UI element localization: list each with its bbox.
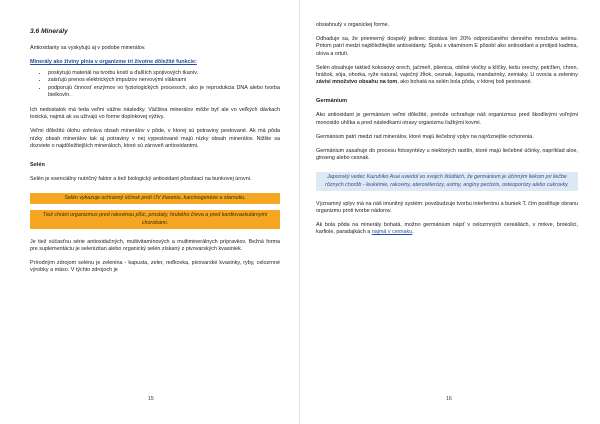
text-span: Selén obsahuje taktiež kokosový orech, jačmeň, pšenica, obilné vločky a klíčky, kešu orechy, petržlen, chren, hrášok, sója, ohorka, ryže natural, vaječný žĺtok, cesnak, kapusta, mandarinky, zemiaky. U ovocia a zeleniny [316,64,578,79]
paragraph: Ako antioxidant je germánium veľmi dôležité, pretože ochraňuje náš organizmus pred škodlivými voľnými monoxido uhlíka a pred následkami otravy organizmu ťažkými kovmi. [316,112,578,126]
paragraph: Prírodným zdrojom selénu je zelenina - kapusta, zeler, reďkovka, pivovarské kvasinky, ryby, celozrnné výrobky a mäso. V týchto zdrojoch je [30,260,280,274]
paragraph: Veľmi dôležitú úlohu zohráva obsah minerálov v pôde, v ktorej sú potraviny pestované. Ak má pôda nízky obsah minerálov tak aj potraviny v nej vypestované majú nízky obsah minerálov. Nižšie sa dozviete o najdôležitejších mineráloch, ktoré sú zároveň antioxidantmi. [30,128,280,149]
text-span: . [412,229,414,236]
text-span: , ako bohatá na selén bola pôda, v ktorej boli pestované. [397,79,533,86]
function-item: • zaisťujú prenos elektrických impulzov nervovými vláknami [48,77,280,84]
selen-highlight-boxes [30,193,280,229]
paragraph: Germánium patrí medzi rad minerálov, ktoré majú liečebný vplyv na najrôznejšie ochorenia. [316,133,534,140]
section-heading: 3.6 Minerály [30,28,68,35]
highlight-box-asai: Japonský vedec Kazuhiko Asai uviedol vo svojich štúdiách, že germánium je účinným liekom pri liečbe rôznych chorôb - leukémie, rakoviny, aterosklerózy, astmy, angíny pectoris, osteoporózy alebo cukrovky. [316,172,578,190]
paragraph [316,222,578,236]
bold-text: závisí množstvo obsahu na tom [316,79,398,86]
germanium-title: Germánium [316,98,348,105]
paragraph [316,65,578,87]
germanium-highlight [316,172,578,190]
paragraph: Selén je esenciálny nutričný faktor a tiež biologický antioxidant pôsobiaci na bunkovej úrovni. [30,176,252,183]
right-page [300,0,600,424]
function-item: • podporujú činnosť enzýmov vo fyziologických procesoch, ako je reprodukcia DNA alebo tvorba bielkovín. [48,85,280,99]
highlight-box-cancer: Tiež chráni organizmus pred rakovinou pľúc, prostaty, hrubého čreva a pred kardiovaskulárnymi chorobami. [30,210,280,228]
highlight-box-uv: Selén vykazuje ochranný účinok proti UV žiareniu, karcinogenéze a starnutiu. [30,193,280,204]
paragraph: Významný vplyv má na náš imunitný systém: povzbudzuje tvorbu interferónu a buniek T, čím posilňuje obranu organizmu proti tvorbe nádorov. [316,200,578,215]
functions-list [30,70,280,99]
garlic-link[interactable]: najmä v cesnaku [371,229,413,236]
paragraph: Je tiež súčasťou série antioxidačných, multivitamínových a multiminerálnych prípravkov. Bežná forma pre suplementáciu je selenizitan alebo organický selén získaný z pivovarských kvasiniek. [30,238,280,253]
functions-subheading: Minerály ako živiny plnia v organizme tri životne dôležité funkcie: [30,59,197,66]
paragraph: Ich nedostatok má teda veľmi vážne následky. Väčšina minerálov môže byť ale vo veľkých dávkach toxická, najmä ak sa užívajú vo forme doplnkovej výživy. [30,107,280,121]
paragraph: obsiahnutý v organickej forme. [316,22,390,28]
paragraph: Germánium zasahuje do procesu fotosyntézy u niektorých rastlín, ktoré majú liečebné účinky, napríklad aloe, ginseng alebo cesnak. [316,148,578,162]
paragraph: Odhaduje sa, že priemerný dospelý jedinec dostáva len 20% odporúčaného denného množstva selénu. Pritom patrí medzi najdôležitejšie antioxidanty. Spolu s vitamínom E pôsobí ako antioxidant a protijed kadmia, olova a ortuti. [316,36,578,57]
selen-title: Selén [30,162,45,169]
page-number: 15 [148,396,154,402]
function-item: • poskytujú materiál na tvorbu kostí a ďalších spojivových tkanív, [48,70,280,77]
text-span: Ak bola pôda na minerály bohatá, možno germánium nájsť v celozrnných cereáliách, v mrkve, brokolici, karfiole, paradajkách a [316,222,578,236]
page-number: 16 [446,396,452,402]
intro-paragraph: Antioxidanty sa vyskytujú aj v podobe minerálov. [30,45,146,51]
